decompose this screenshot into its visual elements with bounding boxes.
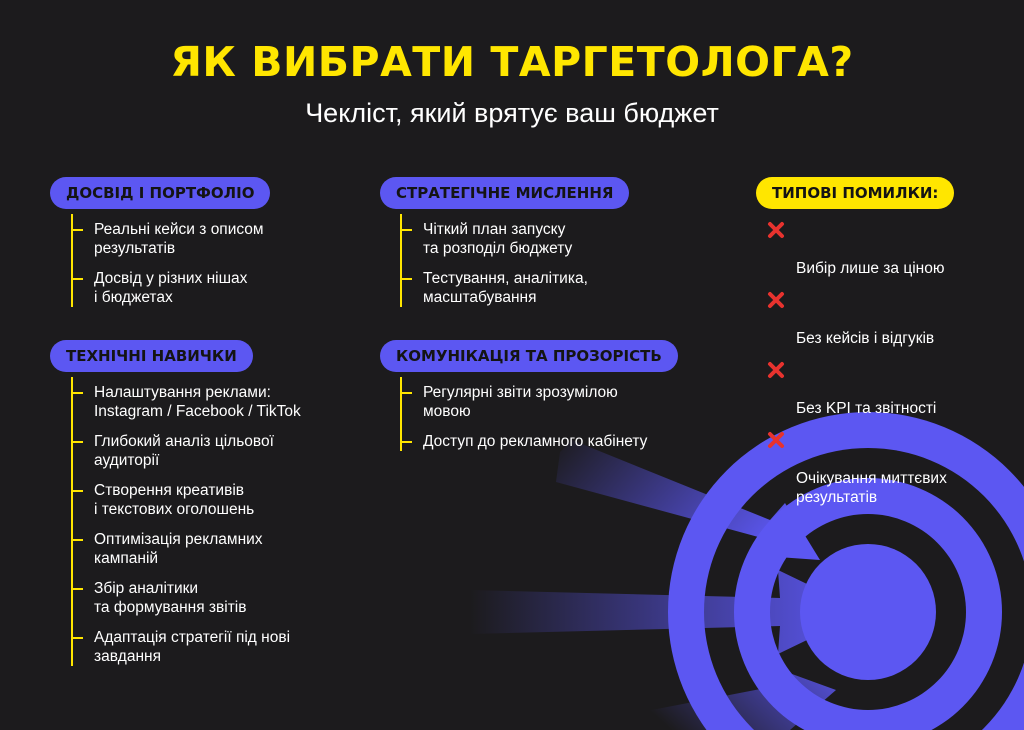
list-item: Вибір лише за ціною	[767, 221, 947, 278]
section-heading-mistakes: ТИПОВІ ПОМИЛКИ:	[756, 177, 954, 209]
list-item: Оптимізація рекламних кампаній	[71, 530, 301, 568]
list-item: Глибокий аналіз цільової аудиторії	[71, 432, 301, 470]
list-item: Досвід у різних нішах і бюджетах	[71, 269, 264, 307]
cross-icon	[767, 291, 785, 309]
section-heading-communication: КОМУНІКАЦІЯ ТА ПРОЗОРІСТЬ	[380, 340, 678, 372]
list-item: Чіткий план запуску та розподіл бюджету	[400, 220, 588, 258]
list-item: Очікування миттєвих результатів	[767, 431, 947, 507]
list-item: Тестування, аналітика, масштабування	[400, 269, 588, 307]
section-heading-experience: ДОСВІД І ПОРТФОЛІО	[50, 177, 270, 209]
page-title: ЯК ВИБРАТИ ТАРГЕТОЛОГА?	[170, 38, 854, 86]
cross-icon	[767, 431, 785, 449]
page-subtitle: Чекліст, який врятує ваш бюджет	[305, 98, 719, 128]
list-item: Реальні кейси з описом результатів	[71, 220, 264, 258]
cross-icon	[767, 361, 785, 379]
section-heading-strategy: СТРАТЕГІЧНЕ МИСЛЕННЯ	[380, 177, 629, 209]
strategy-list	[400, 220, 588, 307]
list-item: Створення креативів і текстових оголошень	[71, 481, 301, 519]
list-item: Адаптація стратегії під нові завдання	[71, 628, 301, 666]
list-item: Без KPI та звітності	[767, 361, 947, 418]
communication-list	[400, 383, 647, 451]
cross-icon	[767, 221, 785, 239]
section-heading-technical: ТЕХНІЧНІ НАВИЧКИ	[50, 340, 253, 372]
technical-list	[71, 383, 301, 666]
list-item: Доступ до рекламного кабінету	[400, 432, 647, 451]
experience-list	[71, 220, 264, 307]
mistakes-list	[767, 221, 947, 520]
list-item: Без кейсів і відгуків	[767, 291, 947, 348]
list-item: Регулярні звіти зрозумілою мовою	[400, 383, 647, 421]
list-item: Налаштування реклами: Instagram / Facebook / TikTok	[71, 383, 301, 421]
list-item: Збір аналітики та формування звітів	[71, 579, 301, 617]
